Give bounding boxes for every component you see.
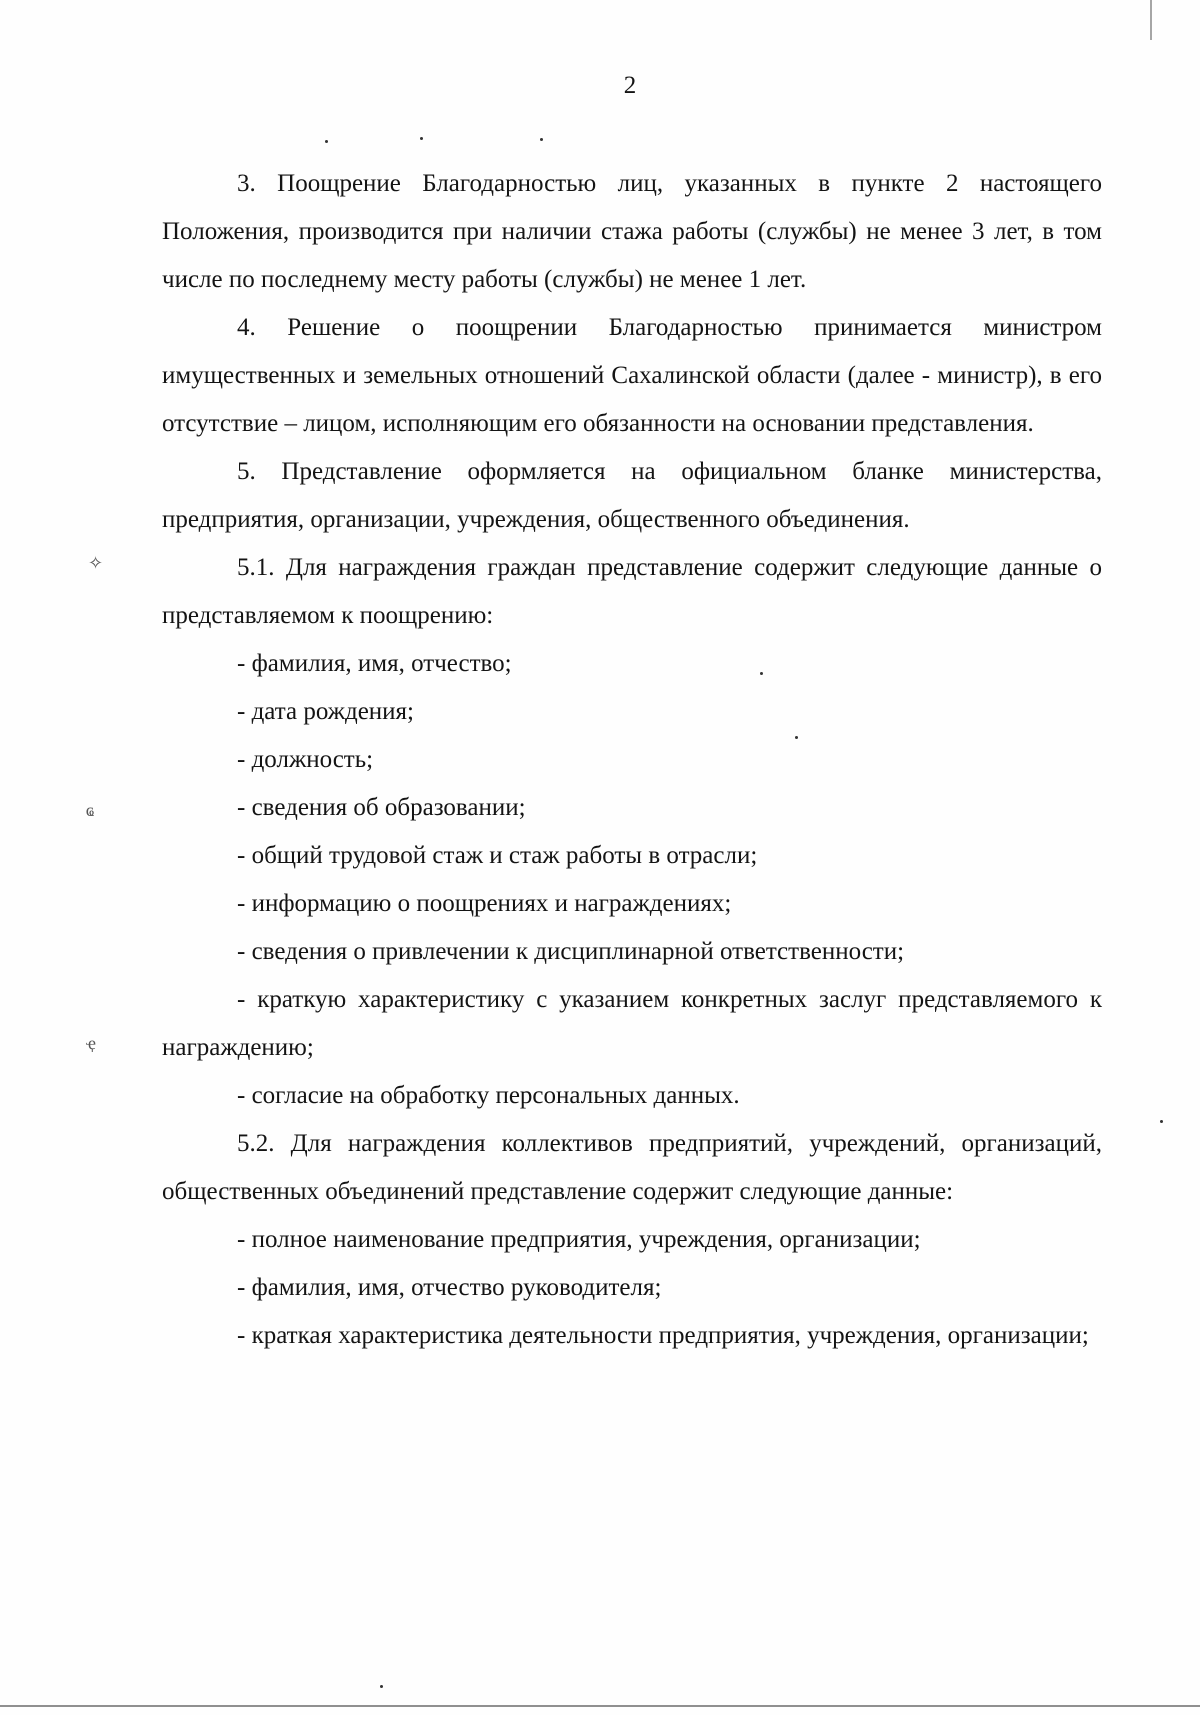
paragraph-5-2: 5.2. Для награждения коллективов предприятий, учреждений, организаций, общественных объединений представление содержит следующие данные: bbox=[162, 1130, 1102, 1205]
scan-artifact: ҿ bbox=[86, 1033, 96, 1053]
list-item: - сведения об образовании; bbox=[237, 794, 526, 821]
list-item: - дата рождения; bbox=[237, 698, 414, 725]
list-item: - краткую характеристику с указанием конкретных заслуг представляемого к награждению; bbox=[162, 986, 1102, 1061]
scan-speck bbox=[760, 672, 763, 675]
paragraph-5: 5. Представление оформляется на официальном бланке министерства, предприятия, организации, учреждения, общественного объединения. bbox=[162, 458, 1102, 533]
document-body bbox=[162, 160, 1102, 1360]
paragraph-4: 4. Решение о поощрении Благодарностью принимается министром имущественных и земельных отношений Сахалинской области (далее - министр), в его отсутствие – лицом, исполняющим его обязанности на основании представления. bbox=[162, 314, 1102, 437]
list-item: - общий трудовой стаж и стаж работы в отрасли; bbox=[237, 842, 758, 869]
list-item: - сведения о привлечении к дисциплинарной ответственности; bbox=[237, 938, 905, 965]
list-item: - согласие на обработку персональных данных. bbox=[237, 1082, 740, 1109]
list-item: - должность; bbox=[237, 746, 374, 773]
list-item: - полное наименование предприятия, учреждения, организации; bbox=[237, 1226, 921, 1253]
paragraph-5-1: 5.1. Для награждения граждан представление содержит следующие данные о представляемом к поощрению: bbox=[162, 554, 1102, 629]
scan-artifact: ҩ bbox=[86, 800, 94, 820]
scan-speck bbox=[795, 736, 798, 739]
page-number: 2 bbox=[623, 72, 637, 99]
scan-speck bbox=[380, 1685, 383, 1688]
paragraph-3: 3. Поощрение Благодарностью лиц, указанных в пункте 2 настоящего Положения, производится при наличии стажа работы (службы) не менее 3 лет, в том числе по последнему месту работы (службы) не менее 1 лет. bbox=[162, 170, 1102, 293]
list-item: - краткая характеристика деятельности предприятия, учреждения, организации; bbox=[237, 1322, 1089, 1349]
scan-artifact: ✧ bbox=[88, 553, 104, 573]
scan-speck bbox=[420, 137, 423, 140]
scan-edge bbox=[0, 1705, 1200, 1707]
scan-speck bbox=[540, 138, 543, 141]
scan-speck bbox=[325, 140, 328, 143]
list-item: - информацию о поощрениях и награждениях; bbox=[237, 890, 732, 917]
scan-speck bbox=[1160, 1120, 1163, 1123]
scan-edge bbox=[1150, 0, 1152, 40]
list-item: - фамилия, имя, отчество руководителя; bbox=[237, 1274, 662, 1301]
list-item: - фамилия, имя, отчество; bbox=[237, 650, 512, 677]
